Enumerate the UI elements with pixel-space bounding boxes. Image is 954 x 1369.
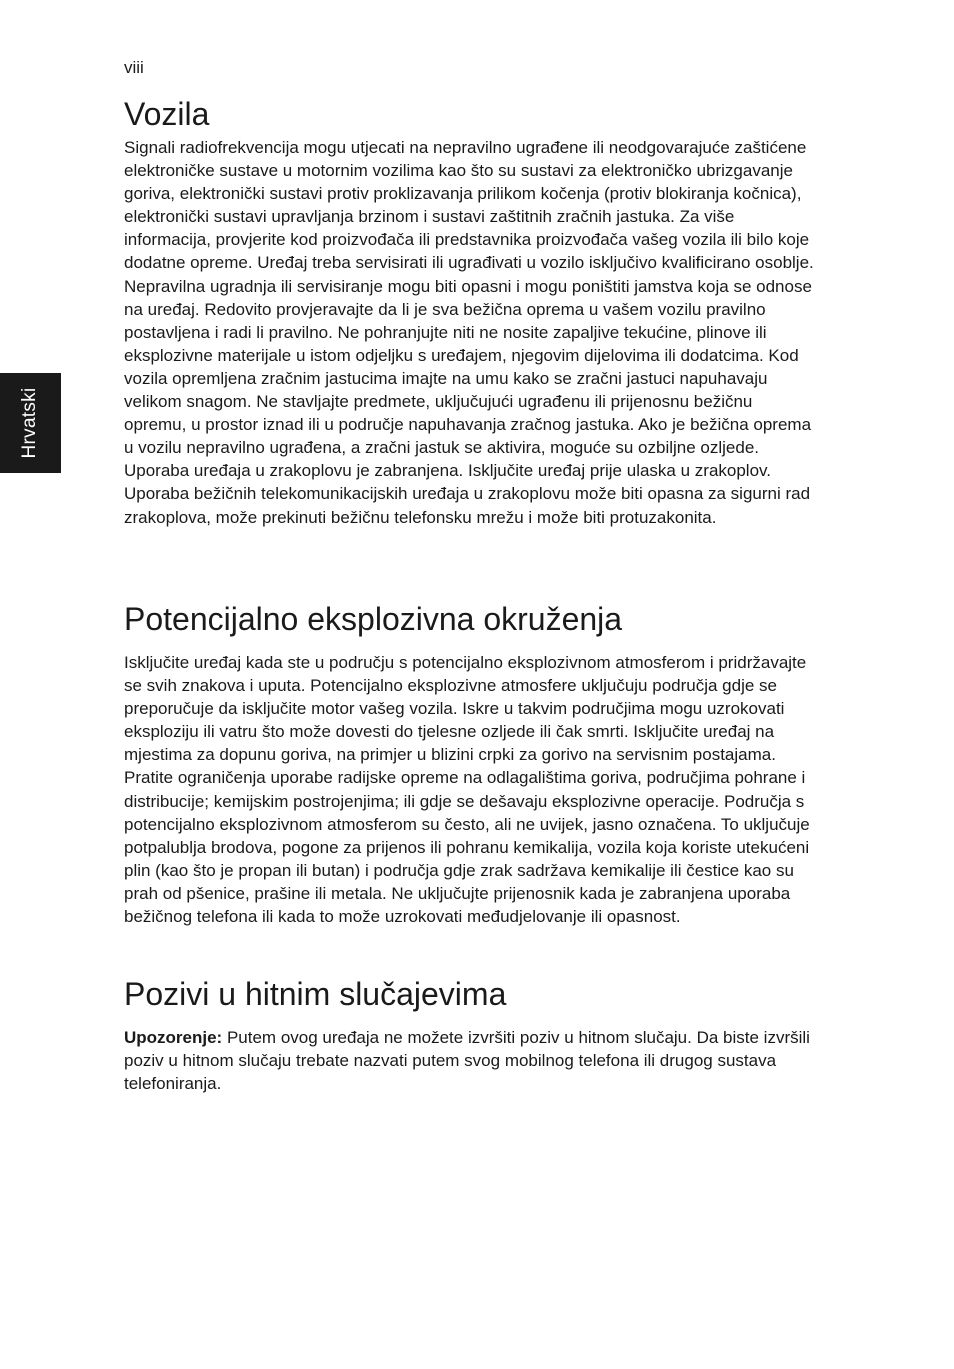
section-heading-explosive: Potencijalno eksplozivna okruženja <box>124 601 623 637</box>
warning-label: Upozorenje: <box>124 1028 223 1047</box>
section-heading-emergency: Pozivi u hitnim slučajevima <box>124 976 507 1012</box>
language-side-tab <box>0 373 61 473</box>
section-heading-vozila: Vozila <box>124 96 210 132</box>
warning-text: Putem ovog uređaja ne možete izvršiti poziv u hitnom slučaju. Da biste izvršili poziv u hitnom slučaju trebate nazvati putem svog mobilnog telefona ili drugog sustava telefoniranja. <box>124 1028 810 1094</box>
page-number: viii <box>124 58 144 77</box>
section-vozila <box>124 96 814 529</box>
section-explosive-environments <box>124 601 814 928</box>
section-body-vozila: Signali radiofrekvencija mogu utjecati na nepravilno ugrađene ili neodgovarajuće zaštićene elektroničke sustave u motornim vozilima kao što su sustavi za elektroničko ubrizgavanje goriva, elektronički sustavi protiv proklizavanja prilikom kočenja (protiv blokiranja kočnica), elektronički sustavi upravljanja brzinom i sustavi zaštitnih zračnih jastuka. Za više informacija, provjerite kod proizvođača ili predstavnika proizvođača vašeg vozila ili bilo koje dodatne opreme. Uređaj treba servisirati ili ugrađivati u vozilo isključivo kvalificirano osoblje. Nepravilna ugradnja ili servisiranje mogu biti opasni i mogu poništiti jamstva koja se odnose na uređaj. Redovito provjeravajte da li je sva bežična oprema u vašem vozilu pravilno postavljena i radi li pravilno. Ne pohranjujte niti ne nosite zapaljive tekućine, plinove ili eksplozivne materijale u istom odjeljku s uređajem, njegovim dijelovima ili dodatcima. Kod vozila opremljena zračnim jastucima imajte na umu kako se zračni jastuci napuhavaju velikom snagom. Ne stavljajte predmete, uključujući ugrađenu ili prijenosnu bežičnu opremu, u prostor iznad ili u područje napuhavanja zračnog jastuka. Ako je bežična oprema u vozilu nepravilno ugrađena, a zračni jastuk se aktivira, moguće su ozbiljne ozljede. Uporaba uređaja u zrakoplovu je zabranjena. Isključite uređaj prije ulaska u zrakoplov. Uporaba bežičnih telekomunikacijskih uređaja u zrakoplovu može biti opasna za sigurni rad zrakoplova, može prekinuti bežičnu telefonsku mrežu i može biti protuzakonita. <box>124 138 814 527</box>
section-body-emergency <box>124 1026 814 1095</box>
section-emergency-calls <box>124 976 814 1095</box>
section-body-explosive: Isključite uređaj kada ste u području s potencijalno eksplozivnom atmosferom i pridržavajte se svih znakova i uputa. Potencijalno eksplozivne atmosfere uključuju područja gdje se preporučuje da isključite motor vašeg vozila. Iskre u takvim područjima mogu uzrokovati eksploziju ili vatru što može dovesti do tjelesne ozljede ili čak smrti. Isključite uređaj na mjestima za dopunu goriva, na primjer u blizini crpki za gorivo na servisnim postajama. Pratite ograničenja uporabe radijske opreme na odlagalištima goriva, područjima pohrane i distribucije; kemijskim postrojenjima; ili gdje se dešavaju eksplozivne operacije. Područja s potencijalno eksplozivnom atmosferom su često, ali ne uvijek, jasno označena. To uključuje potpalublja brodova, pogone za prijenos ili pohranu kemikalija, vozila koja koriste utekućeni plin (kao što je propan ili butan) i područja gdje zrak sadržava kemikalije ili čestice kao su prah od pšenice, prašine ili metala. Ne uključujte prijenosnik kada je zabranjena uporaba bežičnog telefona ili kada to može uzrokovati međudjelovanje ili opasnost. <box>124 653 810 927</box>
language-label: Hrvatski <box>19 387 40 459</box>
